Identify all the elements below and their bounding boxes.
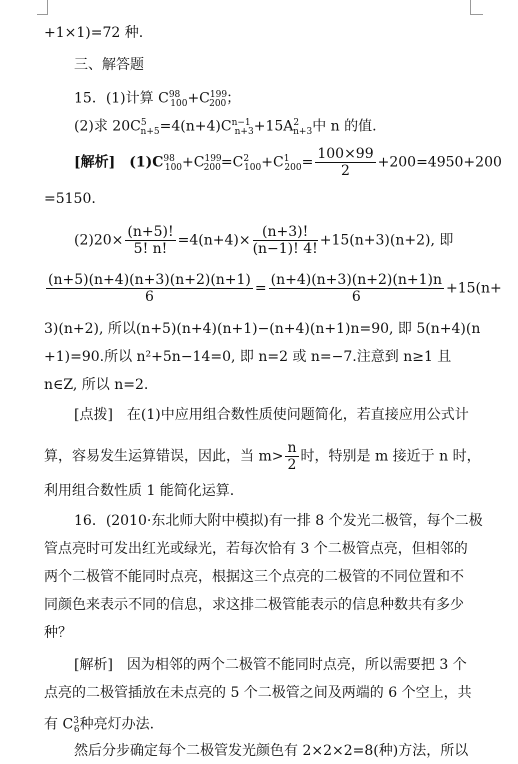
text-line: +1×1)=72 种. [44,25,144,41]
page-corner-mark-left [37,0,48,15]
solution-15-part1: [解析] $(1)C^{98}_{100}+C^{199}_{200}=C^2_{100}+C^1_{200}=$ $\frac{100\times 99}{2}$ +200=4950+200 [74,146,502,179]
text-line: 管点亮时可发出红光或绿光，若每次恰有 3 个二极管点亮，但相邻的 [44,541,468,557]
text-line: 种？ [44,625,72,641]
text-line: =5150. [44,191,96,207]
text-line: 点亮的二极管插放在未点亮的 5 个二极管之间及两端的 6 个空上，共 [44,685,472,701]
text-line: 两个二极管不能同时点亮，根据这三个点亮的二极管的不同位置和不 [44,569,464,585]
tip-text-2: 算，容易发生运算错误，因此，当 m> $\frac{n}{2}$ 时，特别是 m 接近于 n 时， [44,440,481,473]
problem-15-part1: 15．(1)计算 $C^{98}_{100}+C^{199}_{200}$； [74,90,241,110]
solution-fraction-line: $\frac{(n+5)(n+4)(n+3)(n+2)(n+1)}{6}$ = $\frac{(n+4)(n+3)(n+2)(n+1)n}{6}$ +15(n+ [48,272,502,305]
solution-15-part2: (2)20× $\frac{(n+5)!}{5! n!}$ =4(n+4)× $\frac{(n+3)!}{(n-1)! 4!}$ +15(n+3)(n+2), 即 [74,224,454,257]
page-corner-mark-right [470,0,483,15]
text-line: 利用组合数性质 1 能简化运算. [44,483,235,499]
text-line: n∈Z, 所以 n=2. [44,377,149,393]
tip-text: [点拨] 在(1)中应用组合数性质使问题简化，若直接应用公式计 [74,407,469,423]
section-heading: 三、解答题 [74,57,144,73]
text-line: +1)=90.所以 n²+5n−14=0, 即 n=2 或 n=−7.注意到 n≥1 且 [44,349,452,365]
text-line: 有 $C^3_6$种亮灯办法. [44,716,155,736]
text-line: 3)(n+2), 所以(n+5)(n+4)(n+1)−(n+4)(n+1)n=90, 即 5(n+4)(n [44,321,481,337]
text-line: 然后分步确定每个二极管发光颜色有 2×2×2=8(种)方法，所以 [74,743,469,759]
text-line: 同颜色来表示不同的信息，求这排二极管能表示的信息种数共有多少 [44,597,464,613]
problem-15-part2: (2)求 $20C^5_{n+5}=4(n+4)C^{n-1}_{n+3}+15A^2_{n+3}$中 n 的值. [74,118,377,138]
solution-16: [解析] 因为相邻的两个二极管不能同时点亮，所以需要把 3 个 [74,657,467,673]
problem-16: 16．(2010·东北师大附中模拟)有一排 8 个发光二极管，每个二极 [74,513,483,529]
